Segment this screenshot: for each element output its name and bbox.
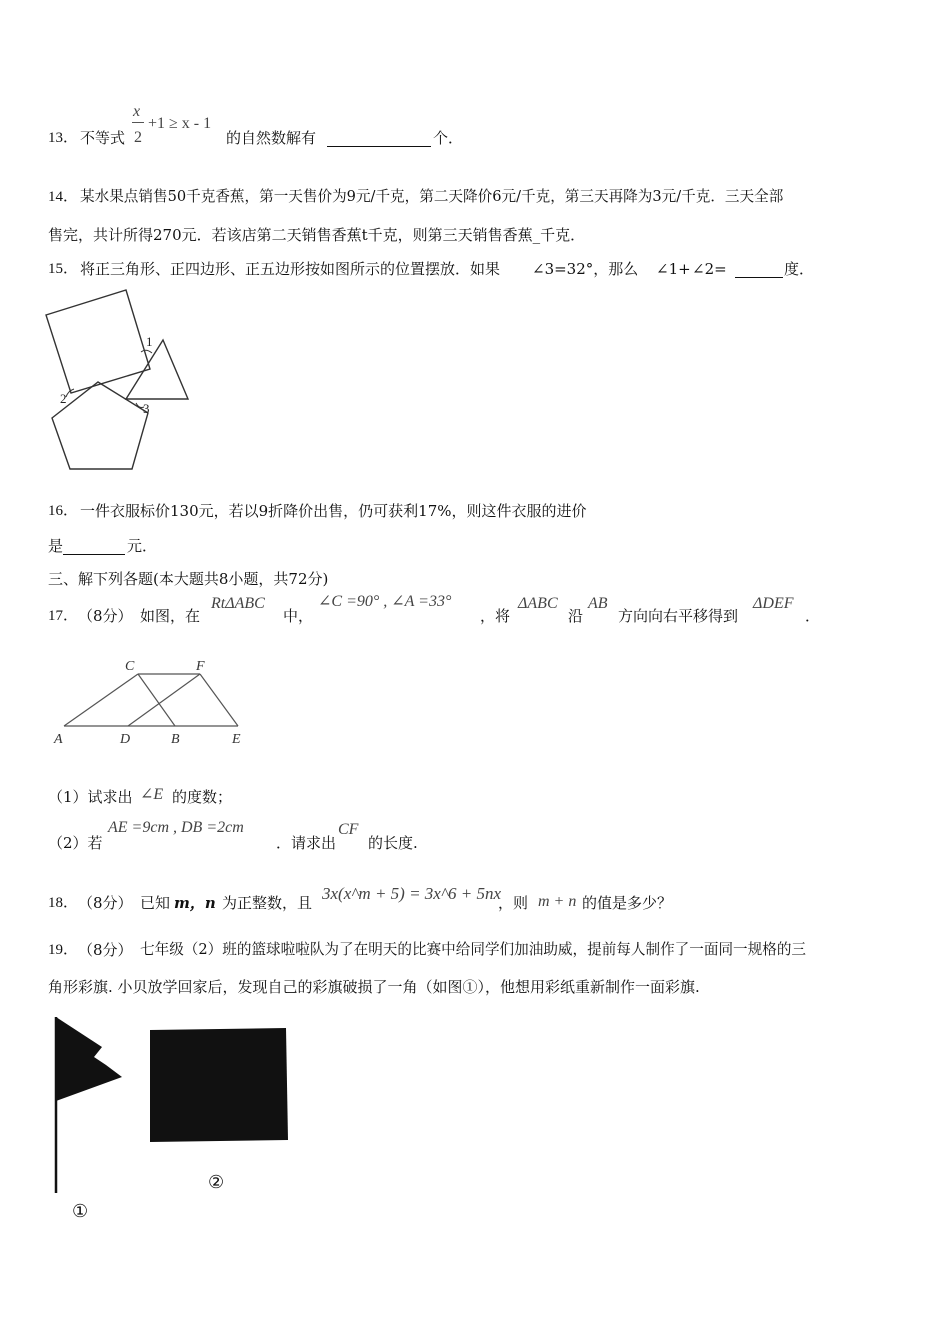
q13-fraction-numerator: x [133,103,141,120]
q15-polygons-figure [40,285,200,475]
angle-1-arc [141,350,152,353]
q18-text-2: 为正整数，且 [222,894,313,912]
angle-label-1: 1 [146,334,153,349]
point-label-f: F [196,659,205,674]
q17-points: （8分） [78,607,133,625]
q13-prefix: 不等式 [80,129,126,147]
q14-line-2: 售完，共计所得270元．若该店第二天销售香蕉t千克，则第三天销售香蕉_千克． [48,226,586,244]
q14-number: 14． [48,189,79,205]
q19-number: 19． [48,942,79,958]
q18-points: （8分） [78,894,133,912]
torn-flag-shape [56,1017,122,1101]
q17-math-2: ∠C =90° , ∠A =33° [318,593,452,610]
q17-sub2-suffix: 的长度. [368,834,418,852]
q13-number: 13． [48,130,79,146]
angle-label-2: 2 [60,391,67,406]
q18-number: 18． [48,895,79,911]
q17-text-4: 沿 [568,607,584,625]
point-label-d: D [120,732,131,747]
square-shape [46,290,150,393]
q14-line-1: 某水果点销售50千克香蕉，第一天售价为9元/千克，第二天降价6元/千克，第三天再降为3元/千克．三天全部 [80,188,784,205]
q17-sub2-mid: ．请求出 [276,834,337,852]
q17-sub1-prefix: （1）试求出 [48,788,133,806]
q17-sub2-math-2: CF [338,821,359,838]
q15-text-e: 度． [784,260,815,278]
q19-line-2: 角形彩旗. 小贝放学回家后，发现自己的彩旗破损了一角（如图①），他想用彩纸重新制作一面彩旗. [48,978,700,996]
q19-flag-figure-1 [50,1015,140,1225]
angle-label-3: 3 [143,401,150,416]
paper-sheet-shape [150,1028,288,1142]
q17-math-5: ΔDEF [753,595,794,612]
point-label-b: B [171,732,180,747]
q17-sub1-suffix: 的度数； [172,788,233,806]
q17-translation-figure [48,650,258,750]
line-cb [138,674,175,726]
q13-inequality-rest: +1 ≥ x - 1 [148,115,212,132]
q17-math-4: AB [588,595,608,612]
section-3-heading: 三、解下列各题(本大题共8小题，共72分) [48,570,329,588]
q18-text-4: 的值是多少？ [582,894,673,912]
q18-expr: m + n [538,893,577,910]
q16-number: 16． [48,503,79,519]
q15-answer-blank[interactable] [735,261,783,278]
line-ac [64,674,138,726]
q17-text-1: 如图，在 [140,607,201,625]
line-df [128,674,200,726]
figure-2-label: ② [208,1172,225,1192]
q15-text-d: ∠2= [692,260,727,278]
q13-answer-blank[interactable] [327,130,431,147]
q17-sub2-prefix: （2）若 [48,834,103,852]
q19-flag-figure-2 [140,1022,300,1197]
q16-line-2-prefix: 是 [48,537,64,555]
q18-text-3: ，则 [498,894,529,912]
q16-answer-blank[interactable] [63,538,125,555]
q15-number: 15． [48,261,79,277]
q17-sub2-math: AE =9cm , DB =2cm [108,819,244,836]
q18-text-1: 已知 [140,894,171,912]
q17-math-3: ΔABC [518,595,558,612]
q13-suffix: 的自然数解有 [226,129,317,147]
triangle-shape [126,340,188,399]
q17-number: 17． [48,608,79,624]
point-label-a: A [54,732,63,747]
q16-line-2-suffix: 元． [127,537,158,555]
q13-fraction-denominator: 2 [134,129,142,146]
q17-sub1-math: ∠E [140,786,164,803]
figure-1-label: ① [72,1201,89,1221]
q17-text-5: 方向向右平移得到 [618,607,739,625]
point-label-e: E [232,732,241,747]
q13-fraction-bar [132,122,144,123]
point-label-c: C [125,659,135,674]
q16-line-1: 一件衣服标价130元，若以9折降价出售，仍可获利17%，则这件衣服的进价 [80,502,587,520]
q15-text-b: ∠3=32°，那么 [532,260,639,278]
q17-text-3: ，将 [480,607,511,625]
q15-text-c: ∠1+ [656,260,691,278]
q19-line-1: 七年级（2）班的篮球啦啦队为了在明天的比赛中给同学们加油助威，提前每人制作了一面同一规格的三 [140,941,807,958]
q19-points: （8分） [78,941,133,959]
q18-vars: m，n [174,894,216,912]
line-fe [200,674,238,726]
q17-text-6: ． [805,607,821,625]
q17-math-1: RtΔABC [211,595,265,612]
q17-text-2: 中， [283,607,314,625]
q15-text-a: 将正三角形、正四边形、正五边形按如图所示的位置摆放．如果 [80,260,501,278]
q13-tail: 个． [433,129,464,147]
q18-equation: 3x(x^m + 5) = 3x^6 + 5nx [322,884,502,903]
